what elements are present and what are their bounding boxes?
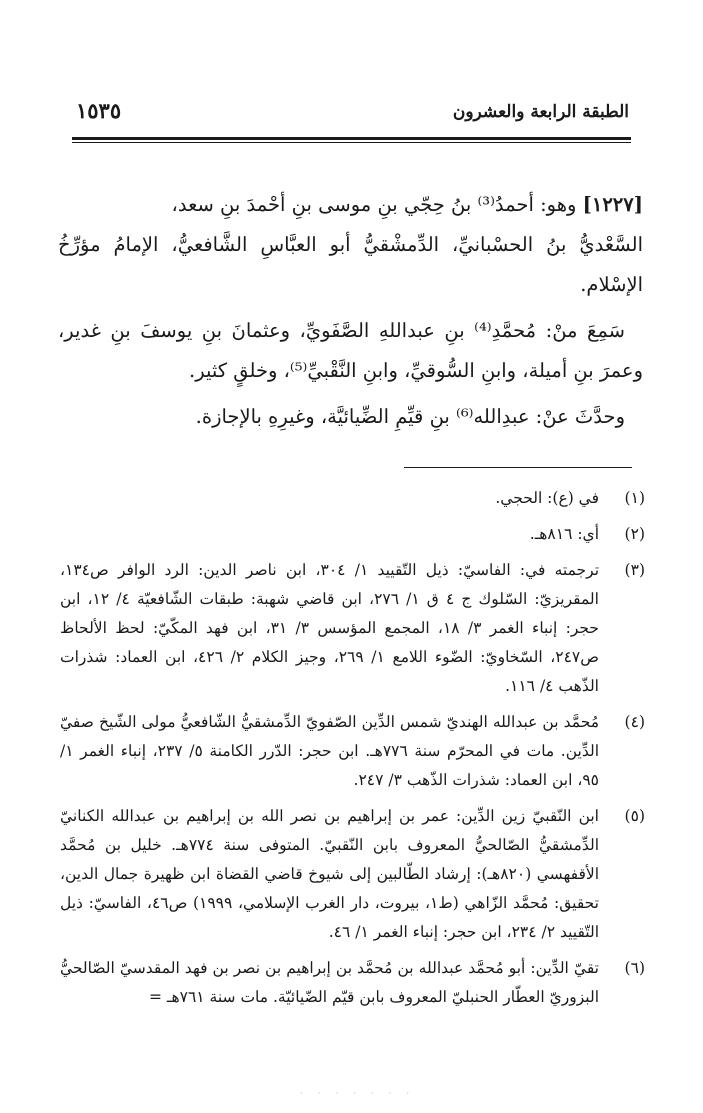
footnote-number: (٤) <box>624 713 645 731</box>
entry-heard-from: سَمِعَ منْ: مُحمَّدِ⁽⁴⁾ بنِ عبداللهِ الصَّفَويِّ، وعثمانَ بنِ يوسفَ بنِ غدير، وعمرَ بنِ أميلة، وابنِ السُّوقيِّ، وابنِ النَّقْبيِّ⁽⁵⁾، وخلقٍ كثير. <box>58 319 643 382</box>
header-rule-thick <box>72 137 631 140</box>
footnote-number: (٢) <box>624 525 645 543</box>
footnote-text: ابن النّقبيّ زين الدِّين: عمر بن إبراهيم بن نصر الله بن إبراهيم بن عبدالله الكنانيّ الدِّمشقيُّ الصّالحيُّ المعروف بابن النّقبيّ. المتوفى سنة ٧٧٤هـ. خليل بن مُحمَّد الأقفهسي (٨٢٠هـ): إرشاد الطّالبين إلى شيوخ قاضي القضاة ابن ظهيرة جمال الدين، تحقيق: مُحمَّد الزّاهي (ط١، بيروت، دار الغرب الإسلامي، ١٩٩٩) ص٤٦، الفاسيّ: ذيل التّقييد ٢/ ٢٣٤، ابن حجر: إنباء الغمر ١/ ٤٦. <box>60 807 599 941</box>
entry-narrated: وحدَّثَ عنْ: عبدِالله⁽⁶⁾ بنِ قيِّمِ الضِّيائيَّة، وغيرِهِ بالإجازة. <box>195 405 625 428</box>
biography-entry <box>58 185 643 437</box>
footnote-text: في (ع): الحجي. <box>495 489 599 507</box>
footnote-number: (٥) <box>624 807 645 825</box>
running-header <box>74 96 629 132</box>
page-number: ١٥٣٥ <box>76 98 122 123</box>
footnote-text: أي: ٨١٦هـ. <box>529 525 599 543</box>
footnotes <box>60 484 645 1012</box>
entry-heading-line <box>58 185 643 225</box>
footnote-separator <box>404 467 632 468</box>
footnote-2 <box>60 520 645 549</box>
footnote-text: مُحمَّد بن عبدالله الهنديّ شمس الدِّين الصّفويّ الدِّمشقيُّ الشّافعيُّ مولى الشّيخ صفيّ الدِّين. مات في المحرّم سنة ٧٧٦هـ. ابن حجر: الدّرر الكامنة ٥/ ٢٣٧، إنباء الغمر ١/ ٩٥، ابن العماد: شذرات الذّهب ٣/ ٢٤٧. <box>60 713 600 789</box>
footnote-5 <box>60 802 645 947</box>
footnote-number: (٦) <box>624 959 645 977</box>
footnote-6 <box>60 954 645 1012</box>
footnote-text: تقيّ الدِّين: أبو مُحمَّد عبدالله بن مُحمَّد بن إبراهيم بن نصر بن فهد المقدسيّ الصّالحيُّ البزوريّ العطّار الحنبليّ المعروف بابن قيّم الضّيائيّة. مات سنة ٧٦١هـ = <box>60 959 599 1006</box>
entry-number: [١٢٢٧] <box>582 193 643 216</box>
entry-name-line1: وهو: أحمدُ⁽³⁾ بنُ حِجّي بنِ موسى بنِ أحْمدَ بنِ سعد، <box>171 193 577 216</box>
footnote-1 <box>60 484 645 513</box>
header-rule-thin <box>72 142 631 143</box>
entry-name-line2: السَّعْديُّ بنُ الحسْبانيِّ، الدِّمشْقيُّ أبو العبَّاسِ الشَّافعيُّ، الإمامُ مؤرِّخُ الإسْلام. <box>58 233 643 296</box>
footnote-4 <box>60 708 645 795</box>
footnote-text: ترجمته في: الفاسيّ: ذيل التّقييد ١/ ٣٠٤، ابن ناصر الدين: الرد الوافر ص١٣٤، المقريزيّ: السّلوك ج ٤ ق ١/ ٢٧٦، ابن قاضي شهبة: طبقات الشّافعيّة ٤/ ١٢، ابن حجر: إنباء الغمر ٣/ ١٨، المجمع المؤسس ٣/ ٣١، ابن فهد المكّيّ: لحظ الألحاظ ص٢٤٧، السّخاويّ: الضّوء اللامع ١/ ٢٦٩، وجيز الكلام ٢/ ٤٢٦، ابن العماد: شذرات الذّهب ٤/ ١١٦. <box>60 561 600 695</box>
chapter-title: الطبقة الرابعة والعشرون <box>452 102 629 122</box>
footnote-number: (٣) <box>624 561 645 579</box>
footnote-3 <box>60 556 645 701</box>
print-crop-marks: · · · · · · · <box>300 1089 416 1099</box>
footnote-number: (١) <box>624 489 645 507</box>
